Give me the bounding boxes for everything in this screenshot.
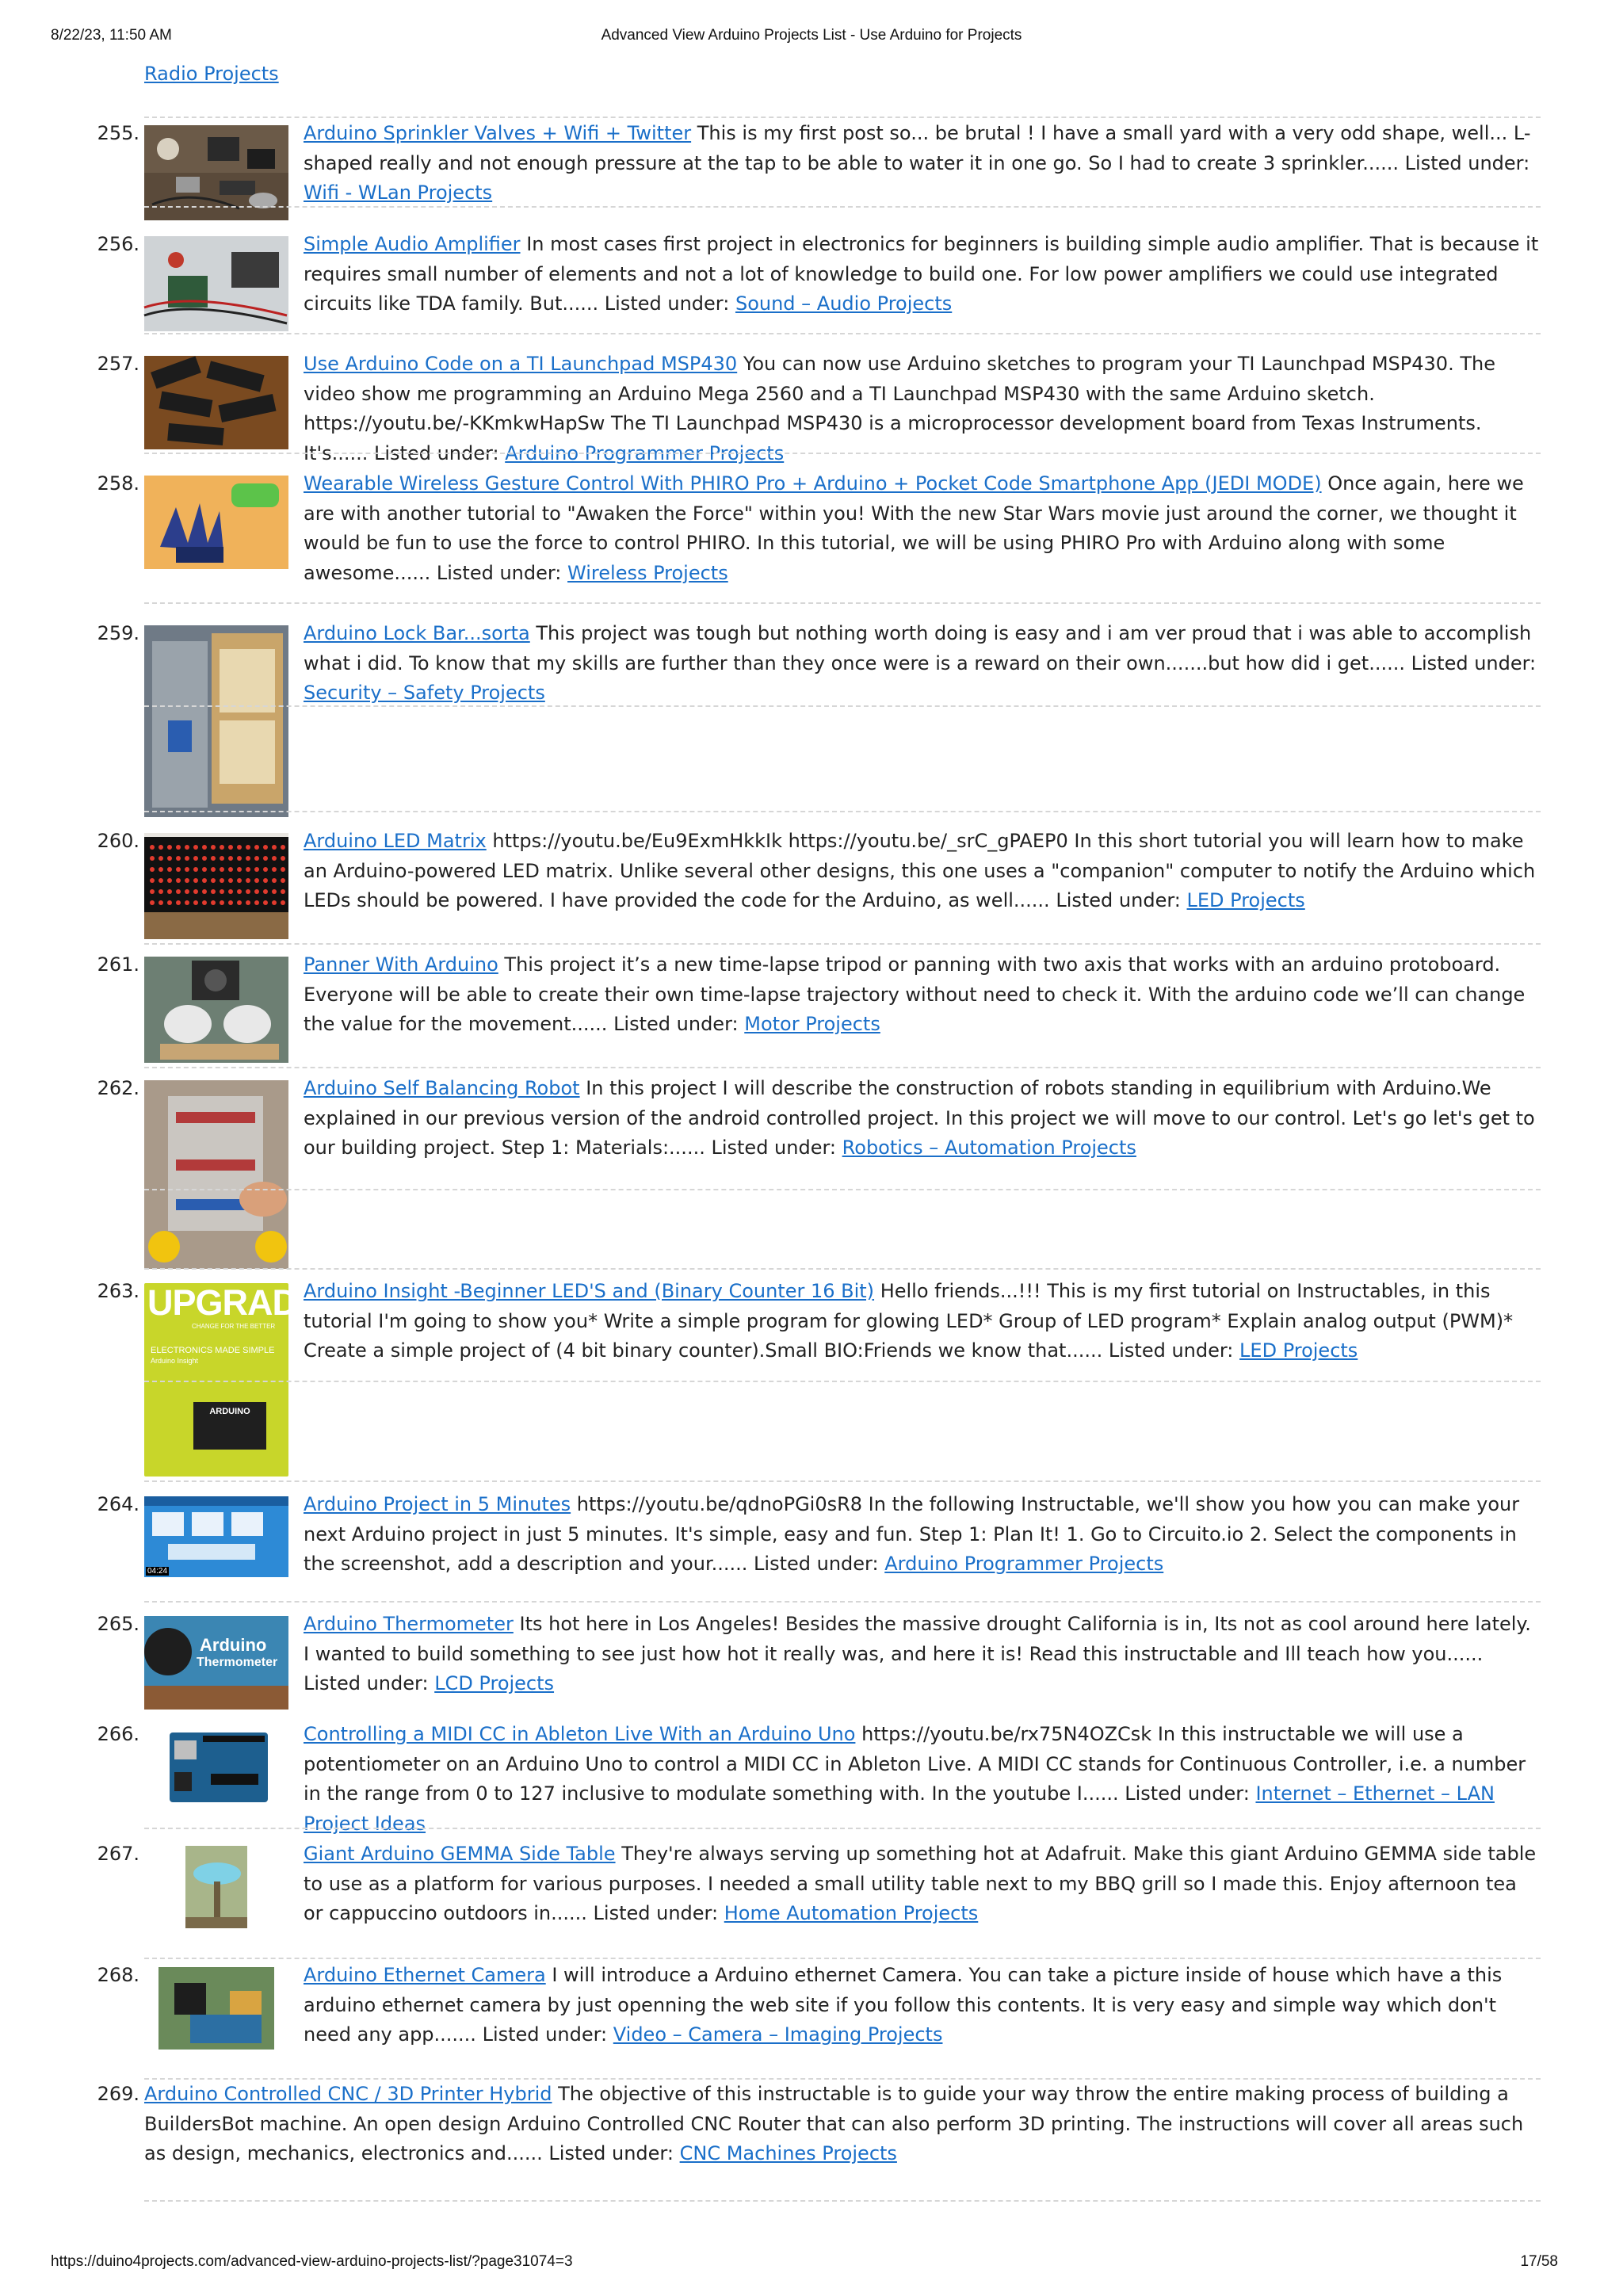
led-dot [211,889,216,894]
item-text [304,827,1541,916]
project-description: Hello friends...!!! This is my first tutorial on Instructables, in this tutorial I'm going to show you* Write a simple program for glowing LED* Group of LED program* Explain analog output (PWM)* Create a simple project of (4 bit binary counter).Small BIO:Friends we know that...... [304,1280,1514,1362]
led-dot [281,900,285,905]
listed-under-label: Listed under: [754,1553,879,1575]
item-text [304,350,1541,468]
camera-panner-image [144,957,288,1063]
listed-under-label: Listed under: [613,1013,739,1035]
item-number: 268. [97,1964,139,1986]
project-description: I will introduce a Arduino ethernet Camera. You can take a picture inside of house which have a this arduino ethernet camera by just openning the web site if you follow this contents. It is very easy and simple way which don't need any app....... [304,1964,1503,2046]
page-title: Advanced View Arduino Projects List - Use Arduino for Projects [601,27,1022,44]
item-number: 264. [97,1493,139,1515]
gemma-table-image [185,1846,247,1928]
led-dot [150,845,155,850]
led-dot [237,867,242,872]
led-dot [246,889,250,894]
divider [144,1958,1541,1959]
divider [144,206,1541,208]
item-thumbnail[interactable] [158,1967,274,2050]
item-number: 265. [97,1613,139,1635]
item-thumbnail[interactable] [185,1846,247,1928]
led-dot [202,900,207,905]
led-dot [193,845,198,850]
gesture-glove-image [144,476,288,569]
divider [144,453,1541,454]
led-dot [220,889,224,894]
divider [144,1189,1541,1190]
led-dot [246,878,250,883]
page-counter: 17/58 [1520,2253,1558,2270]
divider [144,1067,1541,1068]
divider [144,943,1541,945]
led-dot [237,856,242,861]
balancing-robot-image [144,1080,288,1269]
led-dot [176,856,181,861]
item-number: 258. [97,472,139,495]
item-text [304,119,1541,208]
thumb-label-1: Arduino [200,1635,267,1655]
project-description: The objective of this instructable is to guide your way throw the entire making process of building a BuildersBot machine. An open design Arduino Controlled CNC Router that can also perform 3D printing. The instructions will cover all areas such as design, mechanics, electronics and...... [144,2083,1524,2164]
project-description: You can now use Arduino sketches to program your TI Launchpad MSP430. The video show me programming an Arduino Mega 2560 and a TI Launchpad MSP430 with the same Arduino sketch. https://youtu.be/-KKmkwHapSw The TI Launchpad MSP430 is a microprocessor development board from Texas Instruments. It's...... [304,353,1495,464]
item-thumbnail[interactable] [144,957,288,1063]
category-link[interactable]: Arduino Programmer Projects [505,441,785,464]
page-url: https://duino4projects.com/advanced-view-arduino-projects-list/?page31074=3 [51,2253,573,2270]
ethernet-camera-image [158,1967,274,2050]
led-dot [167,900,172,905]
print-footer [0,2253,1623,2277]
previous-category-link[interactable]: Radio Projects [144,63,279,85]
category-link[interactable]: Wifi - WLan Projects [304,181,493,204]
led-dot [185,900,189,905]
project-description: Its hot here in Los Angeles! Besides the massive drought California is in, Its not as cool around here lately. I wanted to build something to see just how hot it really was, and here it is! Read this instructable and Ill teach how you...... [304,1613,1531,1665]
led-dot [185,845,189,850]
category-link[interactable]: LCD Projects [434,1672,555,1694]
print-datetime: 8/22/23, 11:50 AM [51,27,172,44]
item-text [304,1720,1541,1839]
led-dot [272,867,277,872]
item-thumbnail[interactable] [144,356,288,449]
led-dot [176,878,181,883]
item-text [304,619,1541,709]
led-dot [158,856,163,861]
listed-under-label: Listed under: [1404,151,1530,174]
item-text [304,1610,1541,1699]
listed-under-label: Listed under: [1125,1782,1250,1805]
led-dot [281,856,285,861]
divider [144,1828,1541,1829]
led-dot [193,856,198,861]
thumb-sub-text: CHANGE FOR THE BETTER [192,1323,276,1330]
project-description: They're always serving up something hot at Adafruit. Make this giant Arduino GEMMA side table to use as a platform for various purposes. I needed a small utility table next to my BBQ grill so I made this. Enjoy afternoon tea or cappuccino outdoors in...... [304,1843,1537,1924]
lock-bar-cabinet-image [144,625,288,817]
item-thumbnail[interactable] [144,236,288,331]
divider [144,811,1541,812]
item-thumbnail[interactable] [144,1496,288,1577]
item-number: 261. [97,953,139,976]
divider [144,117,1541,118]
led-dot [158,878,163,883]
project-title-link[interactable]: Arduino Project in 5 Minutes [304,1493,571,1515]
led-dot [158,900,163,905]
led-dot [272,889,277,894]
led-dot [176,900,181,905]
category-link[interactable]: Wireless Projects [567,561,728,584]
divider [144,602,1541,604]
led-dot [193,889,198,894]
item-number: 259. [97,622,139,644]
thumb-line2: Arduino Insight [151,1357,199,1365]
led-dot [185,867,189,872]
listed-under-label: Listed under: [593,1902,719,1924]
listed-under-label: Listed under: [1056,889,1181,911]
project-description: In most cases first project in electronics for beginners is building simple audio amplifier. That is because it requires small number of elements and not a lot of knowledge to build one. For low power amplifiers we could use integrated circuits like TDA family. But...... [304,233,1539,315]
led-dot [167,889,172,894]
item-text [304,1490,1541,1580]
thumb-board: ARDUINO [193,1402,266,1450]
led-dot [263,900,268,905]
led-dot [202,889,207,894]
led-dot [176,845,181,850]
divider [144,1480,1541,1482]
led-dot [211,867,216,872]
category-link[interactable]: Home Automation Projects [724,1902,979,1924]
led-dot [228,856,233,861]
led-dot [263,856,268,861]
project-title-link[interactable]: Controlling a MIDI CC in Ableton Live With an Arduino Uno [304,1723,856,1745]
category-link[interactable]: Video – Camera – Imaging Projects [613,2023,943,2046]
listed-under-label: Listed under: [548,2142,674,2164]
led-dot [228,845,233,850]
arduino-uno-image [163,1726,274,1809]
project-title-link[interactable]: Giant Arduino GEMMA Side Table [304,1843,616,1865]
item-number: 263. [97,1280,139,1302]
item-number: 255. [97,122,139,144]
led-dot [254,845,259,850]
project-title-link[interactable]: Arduino Thermometer [304,1613,514,1635]
project-description: This project was tough but nothing worth doing is easy and i am ver proud that i was able to accomplish what i did. To know that my skills are further than they once were is a reward on their own.......but how did i get...... [304,622,1532,674]
audio-amplifier-image [144,236,288,331]
led-dot [272,900,277,905]
project-title-link[interactable]: Arduino LED Matrix [304,830,487,852]
project-title-link[interactable]: Simple Audio Amplifier [304,233,521,255]
item-number: 262. [97,1077,139,1099]
led-dot [185,889,189,894]
led-dot [211,856,216,861]
led-dot [193,900,198,905]
led-dot [281,867,285,872]
circuito-screenshot-image [144,1496,288,1577]
led-dot [176,867,181,872]
category-link[interactable]: LED Projects [1186,889,1305,911]
item-text [304,1277,1541,1366]
listed-under-label: Listed under: [604,292,730,315]
thumb-label-2: Thermometer [197,1656,278,1669]
led-dot [220,900,224,905]
item-number: 260. [97,830,139,852]
led-dot [176,889,181,894]
led-dot [272,845,277,850]
project-title-link[interactable]: Arduino Lock Bar...sorta [304,622,530,644]
led-dot [263,878,268,883]
project-description: In this project I will describe the construction of robots standing in equilibrium with Arduino.We explained in our previous version of the android controlled project. In this project we will move to our control. Let's go let's get to our building project. Step 1: Materials:...... [304,1077,1535,1159]
listed-under-label: Listed under: [482,2023,608,2046]
led-dot [254,889,259,894]
divider [144,333,1541,334]
led-dot [228,867,233,872]
led-dot [263,845,268,850]
led-matrix-image [144,833,288,939]
item-thumbnail[interactable] [144,1282,321,1477]
led-dot [228,878,233,883]
item-number: 257. [97,353,139,375]
led-dot [202,845,207,850]
led-dot [158,867,163,872]
project-title-link[interactable]: Arduino Controlled CNC / 3D Printer Hybrid [144,2083,552,2105]
led-dot [254,867,259,872]
project-title-link[interactable]: Wearable Wireless Gesture Control With PHIRO Pro + Arduino + Pocket Code Smartphone App (JEDI MODE) [304,472,1322,495]
led-dot [220,845,224,850]
led-dot [167,867,172,872]
led-dot [220,856,224,861]
led-dot [211,845,216,850]
led-dot [246,900,250,905]
listed-under-label: Listed under: [436,561,562,584]
project-title-link[interactable]: Use Arduino Code on a TI Launchpad MSP430 [304,353,738,375]
project-title-link[interactable]: Panner With Arduino [304,953,498,976]
led-dot [281,845,285,850]
led-dot [237,878,242,883]
listed-under-label: Listed under: [1411,651,1537,674]
project-description: https://youtu.be/rx75N4OZCsk In this instructable we will use a potentiometer on an Arduino Uno to control a MIDI CC in Ableton Live. A MIDI CC stands for Continuous Controller, i.e. a number in the range from 0 to 127 inclusive to modulate something with. In the youtube I...... [304,1723,1526,1805]
divider [144,705,1541,707]
led-dot [254,900,259,905]
led-dot [272,856,277,861]
led-dot [167,878,172,883]
led-dot [185,856,189,861]
led-dot [220,878,224,883]
led-dot [202,856,207,861]
item-thumbnail[interactable] [163,1726,274,1809]
item-thumbnail[interactable] [144,1616,288,1710]
led-dot [228,900,233,905]
listed-under-label: Listed under: [1108,1339,1234,1362]
category-link[interactable]: Robotics – Automation Projects [842,1137,1136,1159]
item-thumbnail[interactable] [144,1080,288,1269]
listed-under-label: Listed under: [304,1672,429,1694]
listed-under-label: Listed under: [374,441,499,464]
project-title-link[interactable]: Arduino Ethernet Camera [304,1964,546,1986]
item-text [304,469,1541,588]
led-dot [246,856,250,861]
led-dot [167,856,172,861]
led-dot [193,867,198,872]
led-dot [272,878,277,883]
divider [144,1381,1541,1382]
category-link[interactable]: Arduino Programmer Projects [884,1553,1164,1575]
item-thumbnail[interactable] [144,625,288,817]
item-number: 256. [97,233,139,255]
project-description: Once again, here we are with another tutorial to "Awaken the Force" within you! With the new Star Wars movie just around the corner, we thought it would be fun to use the force to control PHIRO. In this tutorial, we will be using PHIRO Pro with Arduino along with some awesome...... [304,472,1524,584]
led-dot [150,867,155,872]
led-dot [193,878,198,883]
thumb-big-text: UPGRADE [147,1282,321,1323]
category-link[interactable]: Motor Projects [744,1013,880,1035]
led-dot [237,900,242,905]
led-dot [202,867,207,872]
led-dot [167,845,172,850]
led-dot [254,878,259,883]
msp430-chips-image [144,356,288,449]
led-dot [220,867,224,872]
led-dot [246,867,250,872]
divider [144,1601,1541,1603]
item-text [304,230,1541,319]
divider [144,2200,1541,2202]
project-description: This project it’s a new time-lapse tripod or panning with two axis that works with an arduino protoboard. Everyone will be able to create their own time-lapse trajectory without need to check it. With the arduino code we’ll can change the value for the movement...... [304,953,1526,1035]
led-dot [246,845,250,850]
led-dot [211,878,216,883]
item-thumbnail[interactable] [144,833,288,939]
led-dot [237,845,242,850]
led-dot [202,878,207,883]
thumb-line1: ELECTRONICS MADE SIMPLE [151,1346,275,1355]
divider [144,1268,1541,1270]
led-dot [263,889,268,894]
category-link[interactable]: Sound – Audio Projects [735,292,953,315]
video-duration: 04:24 [147,1567,168,1576]
project-description: https://youtu.be/qdnoPGi0sR8 In the following Instructable, we'll show you how you can make your next Arduino project in just 5 minutes. It's simple, easy and fun. Step 1: Plan It! 1. Go to Circuito.io 2. Select the components in the screenshot, add a description and your...... [304,1493,1520,1575]
led-dot [150,856,155,861]
led-dot [150,878,155,883]
led-dot [254,856,259,861]
project-description: https://youtu.be/Eu9ExmHkkIk https://youtu.be/_srC_gPAEP0 In this short tutorial you will learn how to make an Arduino-powered LED matrix. Unlike several other designs, this one uses a "companion" computer to notify the Arduino which LEDs should be powered. I have provided the code for the Arduino, as well...... [304,830,1536,911]
item-text [304,1839,1541,1929]
listed-under-label: Listed under: [711,1137,837,1159]
category-link[interactable]: LED Projects [1239,1339,1358,1362]
item-text [304,1074,1541,1163]
led-dot [150,889,155,894]
item-number: 267. [97,1843,139,1865]
led-dot [158,845,163,850]
item-number: 266. [97,1723,139,1745]
item-thumbnail[interactable] [144,476,288,569]
led-dot [150,900,155,905]
category-link[interactable]: Security – Safety Projects [304,682,545,704]
category-link[interactable]: Internet – Ethernet – LAN Project Ideas [304,1782,1495,1835]
led-dot [185,878,189,883]
item-number: 269. [97,2083,139,2105]
item-text [304,950,1541,1040]
project-title-link[interactable]: Arduino Sprinkler Valves + Wifi + Twitter [304,122,692,144]
category-link[interactable]: CNC Machines Projects [679,2142,897,2164]
item-text [144,2080,1543,2169]
led-dot [263,867,268,872]
item-text [304,1961,1541,2050]
led-dot [237,889,242,894]
project-title-link[interactable]: Arduino Self Balancing Robot [304,1077,580,1099]
project-title-link[interactable]: Arduino Insight -Beginner LED'S and (Binary Counter 16 Bit) [304,1280,875,1302]
led-dot [158,889,163,894]
led-dot [281,878,285,883]
led-dot [281,889,285,894]
project-description: This is my first post so... be brutal ! I have a small yard with a very odd shape, well... L-shaped really and not enough pressure at the tap to be able to water it in one go. So I had to create 3 sprinkler...... [304,122,1531,174]
led-dot [211,900,216,905]
led-dot [228,889,233,894]
